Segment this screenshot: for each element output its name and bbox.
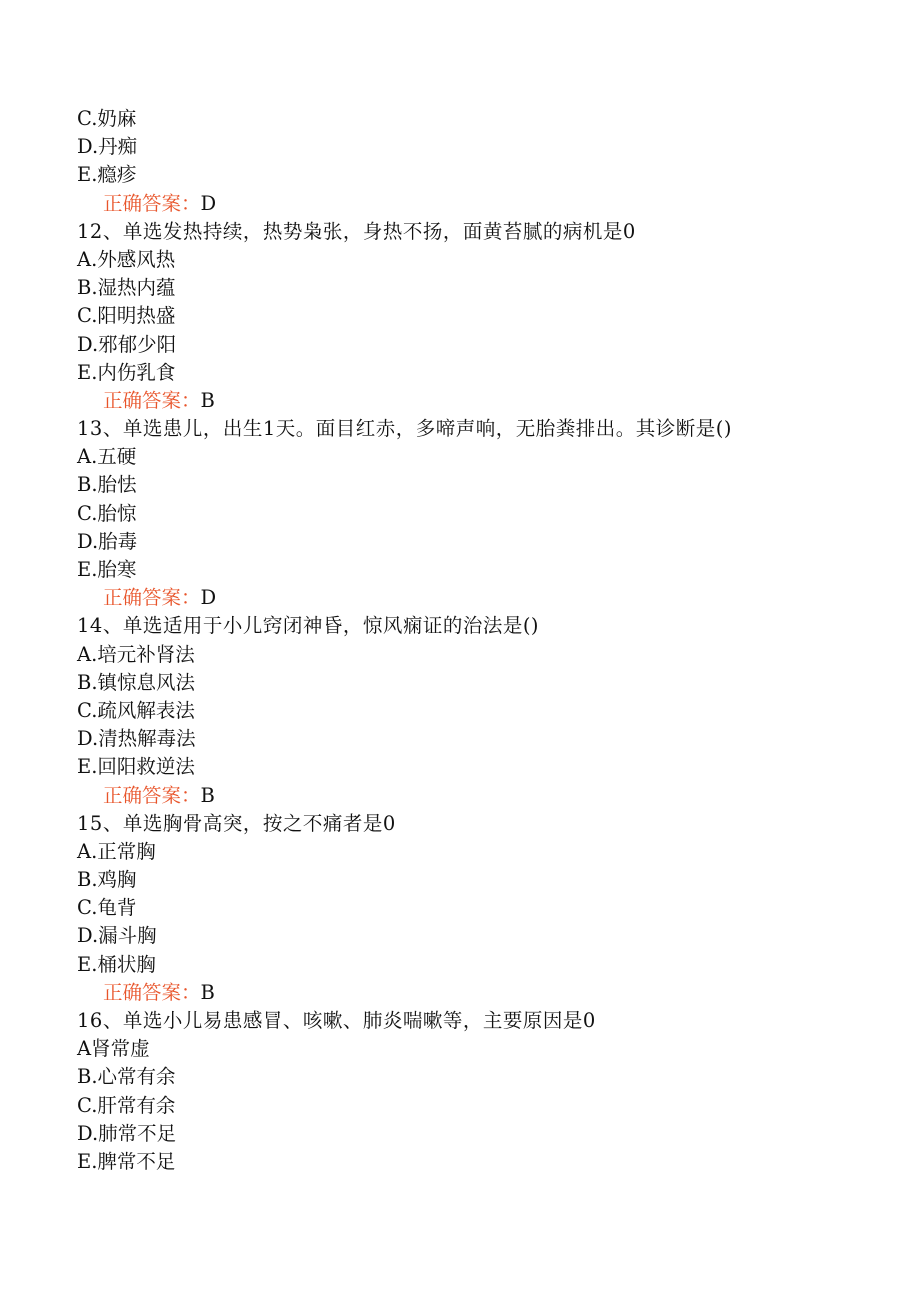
correct-answer-line — [75, 979, 877, 1007]
answer-option: B.镇惊息风法 — [77, 670, 196, 694]
answer-value: B — [200, 783, 215, 807]
answer-label: 正确答案： — [103, 783, 201, 807]
question-list — [77, 105, 877, 1176]
question-stem: 14、单选适用于小儿窍闭神昏，惊风痫证的治法是() — [77, 614, 540, 638]
answer-option: C.阳明热盛 — [77, 304, 176, 328]
answer-value: B — [200, 388, 215, 412]
question-stem: 15、单选胸骨高突，按之不痛者是0 — [77, 811, 396, 835]
answer-label: 正确答案： — [103, 191, 201, 215]
question-stem: 13、单选患儿，出生1天。面目红赤，多啼声响，无胎粪排出。其诊断是() — [77, 417, 732, 441]
answer-option: E.桶状胸 — [77, 952, 156, 976]
answer-option: A.正常胸 — [77, 839, 156, 863]
answer-option: A.外感风热 — [77, 247, 176, 271]
answer-option: E.回阳救逆法 — [77, 755, 195, 779]
answer-option: D.胎毒 — [77, 529, 138, 553]
answer-option: E.瘾疹 — [77, 163, 137, 187]
answer-option: B.心常有余 — [77, 1065, 176, 1089]
answer-option: B.鸡胸 — [77, 868, 137, 892]
answer-option: C.龟背 — [77, 896, 137, 920]
answer-option: C.奶麻 — [77, 107, 137, 130]
answer-value: D — [200, 191, 217, 215]
question-stem: 16、单选小儿易患感冒、咳嗽、肺炎喘嗽等，主要原因是0 — [77, 1009, 596, 1032]
correct-answer-line — [75, 387, 877, 415]
question-stem: 12、单选发热持续，热势枭张，身热不扬，面黄苔腻的病机是0 — [77, 219, 636, 243]
answer-option: C.胎惊 — [77, 501, 137, 525]
answer-option: A.五硬 — [77, 445, 137, 469]
answer-option: D.肺常不足 — [77, 1121, 177, 1145]
answer-option: A肾常虚 — [77, 1037, 150, 1061]
answer-label: 正确答案： — [103, 388, 201, 412]
answer-option: D.漏斗胸 — [77, 924, 157, 948]
answer-label: 正确答案： — [103, 980, 201, 1004]
answer-option: A.培元补肾法 — [77, 642, 195, 666]
answer-option: C.肝常有余 — [77, 1093, 176, 1117]
correct-answer-line — [75, 190, 877, 218]
answer-option: B.湿热内蕴 — [77, 276, 176, 300]
answer-value: B — [200, 980, 215, 1004]
answer-option: D.邪郁少阳 — [77, 332, 177, 356]
answer-option: C.疏风解表法 — [77, 698, 195, 722]
correct-answer-line — [75, 584, 877, 612]
answer-value: D — [200, 586, 217, 610]
answer-option: D.清热解毒法 — [77, 727, 196, 751]
answer-option: E.胎寒 — [77, 558, 137, 581]
answer-option: B.胎怯 — [77, 473, 137, 497]
answer-option: D.丹痴 — [77, 135, 138, 159]
answer-label: 正确答案： — [103, 586, 201, 610]
answer-option: E.内伤乳食 — [77, 360, 176, 384]
answer-option: E.脾常不足 — [77, 1149, 176, 1173]
correct-answer-line — [75, 782, 877, 810]
